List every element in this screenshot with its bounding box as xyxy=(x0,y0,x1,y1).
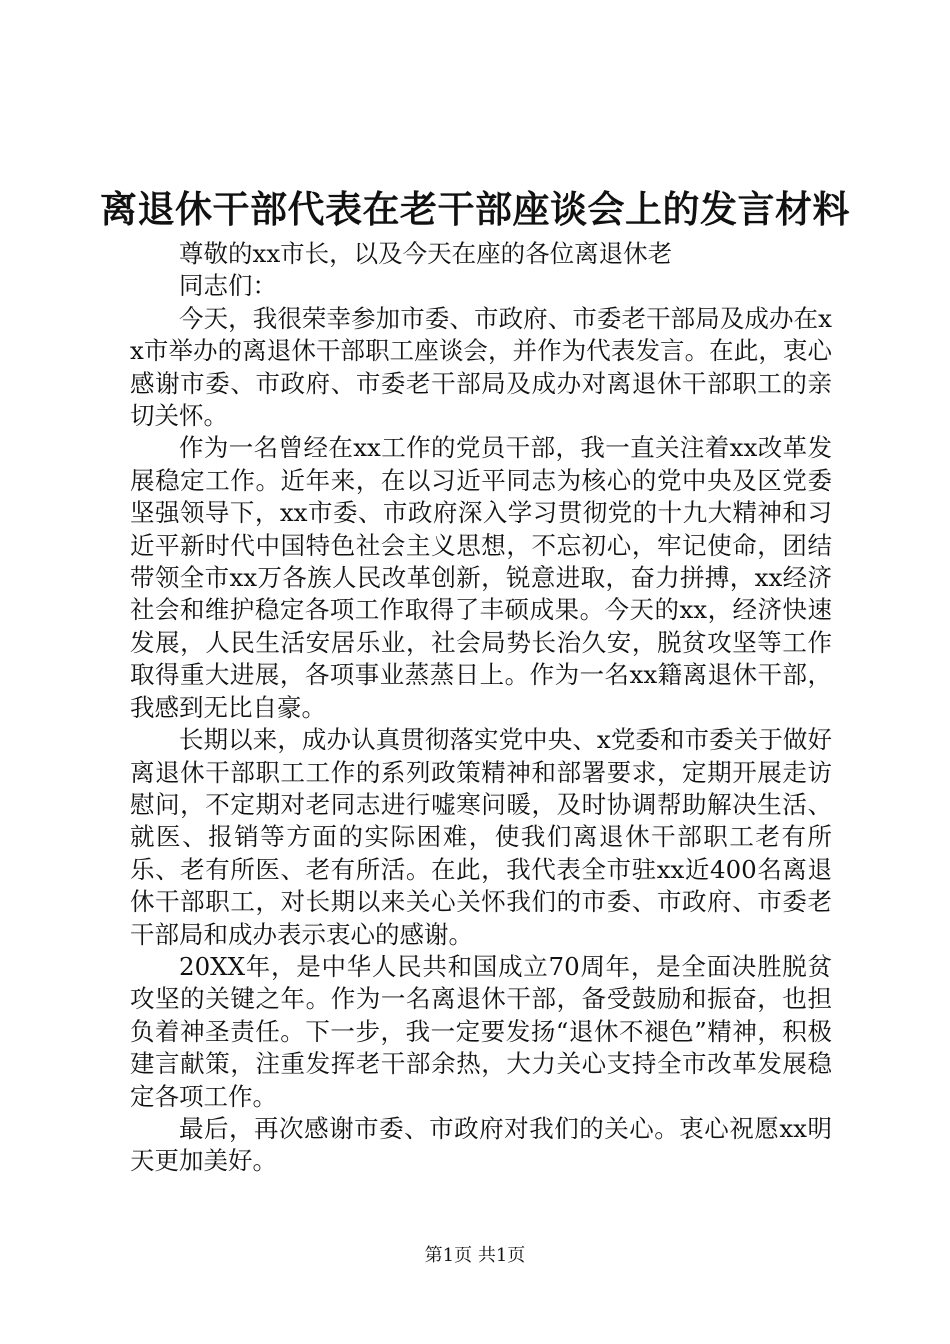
salutation-line-continued: 同志们： xyxy=(179,271,277,301)
document-title: 离退休干部代表在老干部座谈会上的发言材料 xyxy=(100,188,850,231)
paragraph-2: 作为一名曾经在xx工作的党员干部，我一直关注着xx改革发展稳定工作。近年来，在以习近平同志为核心的党中央及区党委坚强领导下，xx市委、市政府深入学习贯彻党的十九大精神和习近平新时代中国特色社会主义思想，不忘初心，牢记使命，团结带领全市xx万各族人民改革创新，锐意进取，奋力拼搏，xx经济社会和维护稳定各项工作取得了丰硕成果。今天的xx，经济快速发展，人民生活安居乐业，社会局势长治久安，脱贫攻坚等工作取得重大进展，各项事业蒸蒸日上。作为一名xx籍离退休干部，我感到无比自豪。 xyxy=(130,433,832,722)
page-number-footer: 第1页 共1页 xyxy=(424,1245,526,1266)
document-body xyxy=(130,238,832,1178)
salutation-line: 尊敬的xx市长，以及今天在座的各位离退休老 xyxy=(179,239,673,268)
paragraph-5: 最后，再次感谢市委、市政府对我们的关心。衷心祝愿xx明天更加美好。 xyxy=(130,1113,832,1176)
paragraph-1: 今天，我很荣幸参加市委、市政府、市委老干部局及成办在xx市举办的离退休干部职工座谈会，并作为代表发言。在此，衷心感谢市委、市政府、市委老干部局及成办对离退休干部职工的亲切关怀。 xyxy=(130,303,832,431)
paragraph-4: 20XX年，是中华人民共和国成立70周年，是全面决胜脱贫攻坚的关键之年。作为一名离退休干部，备受鼓励和振奋，也担负着神圣责任。下一步，我一定要发扬“退休不褪色”精神，积极建言献策，注重发挥老干部余热，大力关心支持全市改革发展稳定各项工作。 xyxy=(130,951,832,1111)
paragraph-3: 长期以来，成办认真贯彻落实党中央、x党委和市委关于做好离退休干部职工工作的系列政策精神和部署要求，定期开展走访慰问，不定期对老同志进行嘘寒问暖，及时协调帮助解决生活、就医、报销等方面的实际困难，使我们离退休干部职工老有所乐、老有所医、老有所活。在此，我代表全市驻xx近400名离退休干部职工，对长期以来关心关怀我们的市委、市政府、市委老干部局和成办表示衷心的感谢。 xyxy=(130,725,832,949)
